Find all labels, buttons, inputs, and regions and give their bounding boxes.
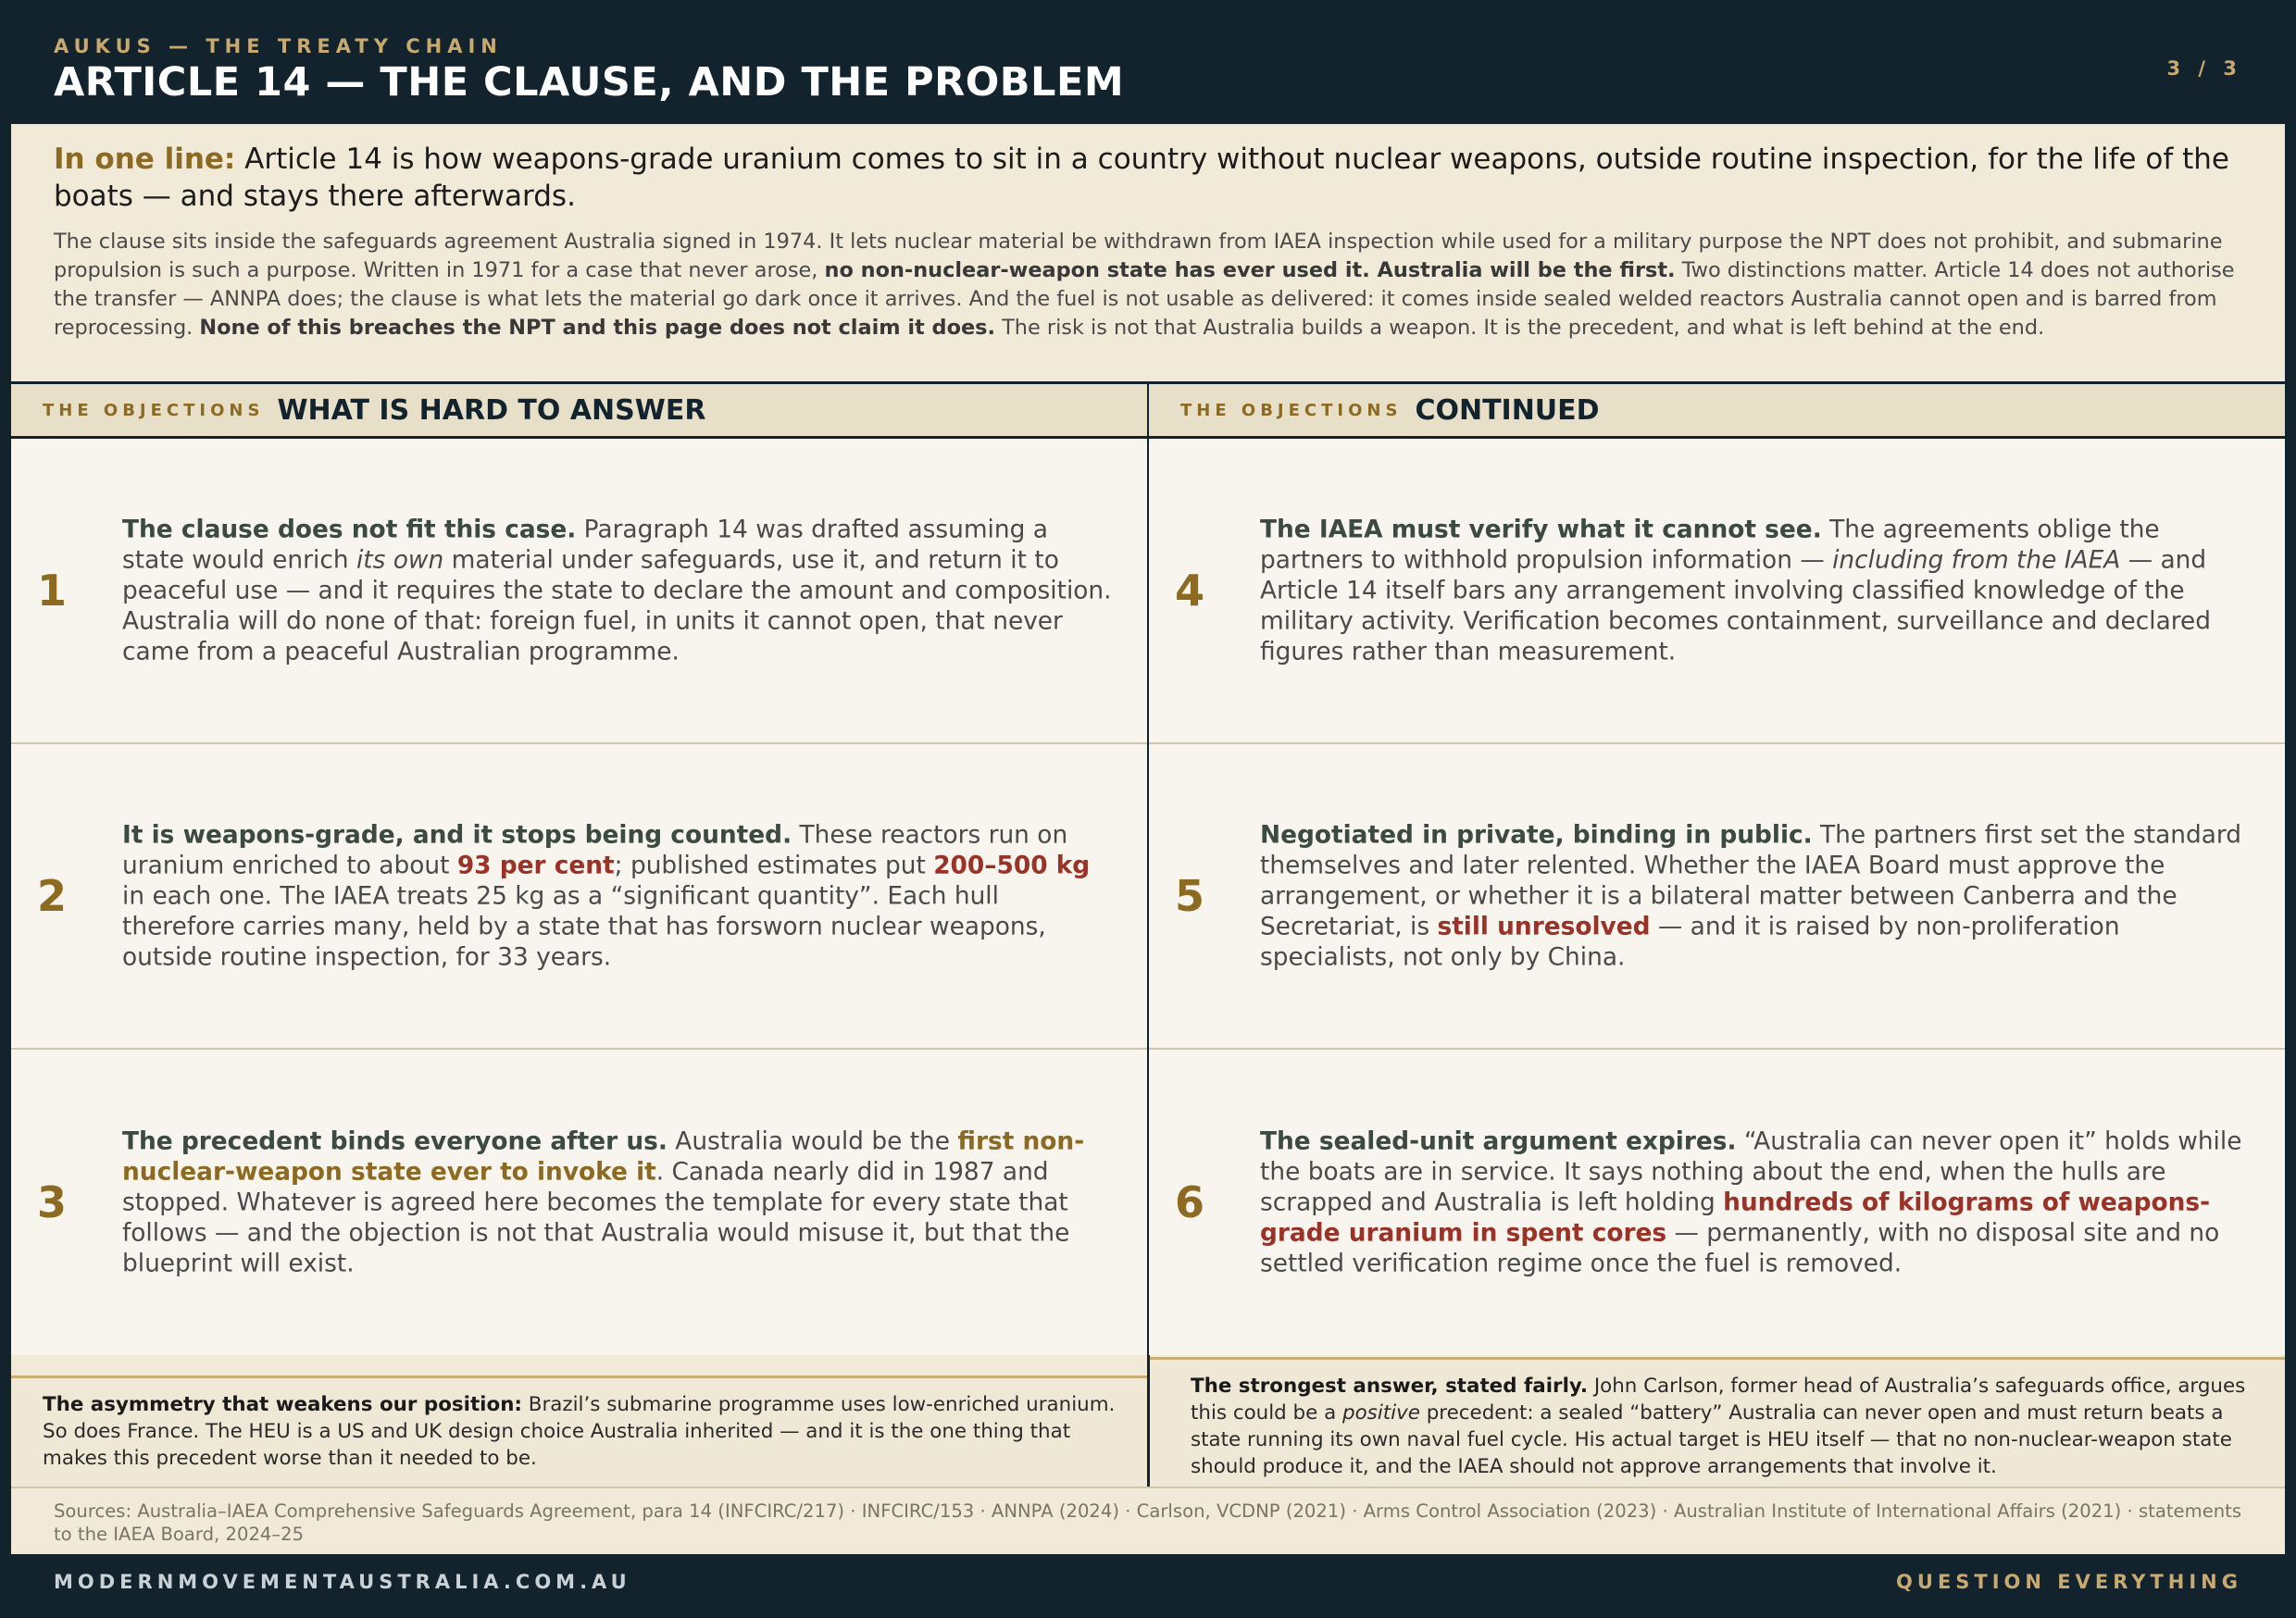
column-kicker: THE OBJECTIONS — [43, 400, 265, 420]
one-line-summary — [54, 141, 2242, 215]
intro-emphasis: None of this breaches the NPT and this page does not claim it does. — [199, 316, 995, 340]
objection-number: 5 — [1175, 871, 1205, 921]
intro-text: The clause sits inside the safeguards agreement Australia signed in 1974. It lets nuclear material be withdrawn from IAEA inspection while used for a military purpose the NPT does not prohibit, and submarine propulsion is such a purpose. Written in 1971 for a case that never arose, — [54, 230, 2223, 282]
objection-number: 6 — [1175, 1177, 1205, 1227]
objection-text — [1260, 1126, 2252, 1279]
column-heading: WHAT IS HARD TO ANSWER — [277, 393, 706, 427]
objection-number: 1 — [37, 566, 68, 616]
highlight-quantity: 200–500 kg — [933, 851, 1091, 880]
objection-6 — [1149, 1050, 2285, 1355]
footer-website: MODERNMOVEMENTAUSTRALIA.COM.AU — [54, 1571, 631, 1593]
highlight-enrichment: 93 per cent — [456, 851, 615, 880]
objection-lead: The clause does not fit this case. — [122, 515, 577, 544]
column-heading: CONTINUED — [1415, 393, 1600, 427]
objection-body: — and Article 14 itself bars any arrangement involving classified knowledge of the military activity. Verification becomes containment, surveillance and declared figures rather than measurement. — [1260, 545, 2212, 666]
page-number: 3 / 3 — [2166, 57, 2242, 80]
objection-emphasis: its own — [356, 545, 444, 575]
objection-1 — [11, 439, 1147, 744]
summary-panel — [11, 124, 2285, 381]
column-header-right — [1149, 384, 2285, 439]
note-text: Brazil’s submarine programme uses low-enriched uranium. So does France. The HEU is a US and UK design choice Australia inherited — and it is the one thing that makes this precedent worse than it needed to be. — [43, 1393, 1116, 1470]
objection-3 — [11, 1050, 1147, 1355]
objection-text — [122, 515, 1114, 667]
objection-body: — permanently, with no disposal site and no settled verification regime once the fuel is removed. — [1260, 1218, 2220, 1278]
objection-body: material under safeguards, use it, and return it to peaceful use — and it requires the state to declare the amount and composition. Australia will do none of that: foreign fuel, in units it cannot open, that never came from a peaceful Australian programme. — [122, 545, 1112, 666]
intro-text: Two distinctions matter. Article 14 does not authorise the transfer — ANNPA does; the clause is what lets the material go dark once it arrives. And the fuel is not usable as delivered: it comes inside sealed welded reactors Australia cannot open and is barred from reprocessing. — [54, 258, 2235, 340]
strongest-answer-note — [1150, 1357, 2285, 1487]
objection-body: . Canada nearly did in 1987 and stopped. Whatever is agreed here becomes the template for every state that follows — and the objection is not that Australia would misuse it, but that the blueprint will exist. — [122, 1157, 1070, 1278]
objection-2 — [11, 744, 1147, 1050]
objection-number: 3 — [37, 1177, 68, 1227]
objection-number: 4 — [1175, 566, 1205, 616]
footer-tagline: QUESTION EVERYTHING — [1896, 1571, 2242, 1593]
intro-emphasis: no non-nuclear-weapon state has ever used it. Australia will be the first. — [824, 258, 1676, 282]
objection-body: in each one. The IAEA treats 25 kg as a “significant quantity”. Each hull therefore carries many, held by a state that has forsworn nuclear weapons, outside routine inspection, for 33 years. — [122, 881, 1046, 972]
content-frame — [11, 124, 2285, 1554]
objection-body: The partners first set the standard themselves and later relented. Whether the IAEA Board must approve the arrangement, or whether it is a bilateral matter between Canberra and the Secretariat, is — [1260, 820, 2242, 941]
intro-paragraph — [54, 228, 2242, 342]
sources-line: Sources: Australia–IAEA Comprehensive Safeguards Agreement, para 14 (INFCIRC/217) · INFCIRC/153 · ANNPA (2024) · Carlson, VCDNP (2021) · Arms Control Association (2023) · Australian Institute of International Affairs (2021) · statements to the IAEA Board, 2024–25 — [54, 1500, 2242, 1545]
objection-lead: The IAEA must verify what it cannot see. — [1260, 515, 1822, 544]
column-kicker: THE OBJECTIONS — [1180, 400, 1403, 420]
objection-text — [1260, 820, 2252, 973]
objection-lead: The sealed-unit argument expires. — [1260, 1126, 1737, 1156]
highlight-spent-cores: hundreds of kilograms of weapons-grade uranium in spent cores — [1260, 1188, 2211, 1248]
objection-body: The agreements oblige the partners to withhold propulsion information — — [1260, 515, 2160, 575]
note-text: John Carlson, former head of Australia’s safeguards office, argues this could be a — [1191, 1375, 2246, 1425]
objection-number: 2 — [37, 871, 68, 921]
sources-divider — [11, 1487, 2285, 1488]
objection-4 — [1149, 439, 2285, 744]
one-line-label: In one line: — [54, 143, 236, 176]
objection-lead: It is weapons-grade, and it stops being counted. — [122, 820, 792, 850]
objection-body: — and it is raised by non-proliferation specialists, not only by China. — [1260, 912, 2120, 972]
objection-body: These reactors run on uranium enriched to about — [122, 820, 1068, 880]
highlight-unresolved: still unresolved — [1437, 912, 1651, 941]
objection-text — [122, 820, 1114, 973]
objections-column-left — [11, 384, 1147, 1355]
note-text: precedent: a sealed “battery” Australia can never open and must return beats a state running its own naval fuel cycle. His actual target is HEU itself — that no non-nuclear-weapon state should produce it, and the IAEA should not approve arrangements that involve it. — [1191, 1401, 2232, 1478]
page-title: ARTICLE 14 — THE CLAUSE, AND THE PROBLEM — [54, 59, 1125, 106]
objection-text — [122, 1126, 1114, 1279]
objection-emphasis: including from the IAEA — [1832, 545, 2121, 575]
objection-lead: Negotiated in private, binding in public. — [1260, 820, 1813, 850]
header — [0, 0, 2296, 124]
note-lead: The asymmetry that weakens our position: — [43, 1393, 522, 1416]
series-kicker: AUKUS — THE TREATY CHAIN — [54, 35, 503, 57]
objections-column-right — [1149, 384, 2285, 1355]
objection-text — [1260, 515, 2252, 667]
highlight-precedent: first non-nuclear-weapon state ever to invoke it — [122, 1126, 1085, 1187]
objection-body: Paragraph 14 was drafted assuming a state would enrich — [122, 515, 1048, 575]
asymmetry-note — [11, 1375, 1147, 1487]
objection-body: Australia would be the — [667, 1126, 958, 1156]
objection-body: “Australia can never open it” holds while the boats are in service. It says nothing about the end, when the hulls are scrapped and Australia is left holding — [1260, 1126, 2242, 1217]
note-emphasis: positive — [1342, 1401, 1420, 1425]
intro-text: The risk is not that Australia builds a weapon. It is the precedent, and what is left behind at the end. — [994, 316, 2045, 340]
objection-lead: The precedent binds everyone after us. — [122, 1126, 668, 1156]
note-lead: The strongest answer, stated fairly. — [1191, 1375, 1589, 1398]
column-header-left — [11, 384, 1147, 439]
objection-5 — [1149, 744, 2285, 1050]
one-line-text: Article 14 is how weapons-grade uranium comes to sit in a country without nuclear weapons, outside routine inspection, for the life of the boats — and stays there afterwards. — [54, 143, 2229, 213]
objection-body: ; published estimates put — [614, 851, 934, 880]
